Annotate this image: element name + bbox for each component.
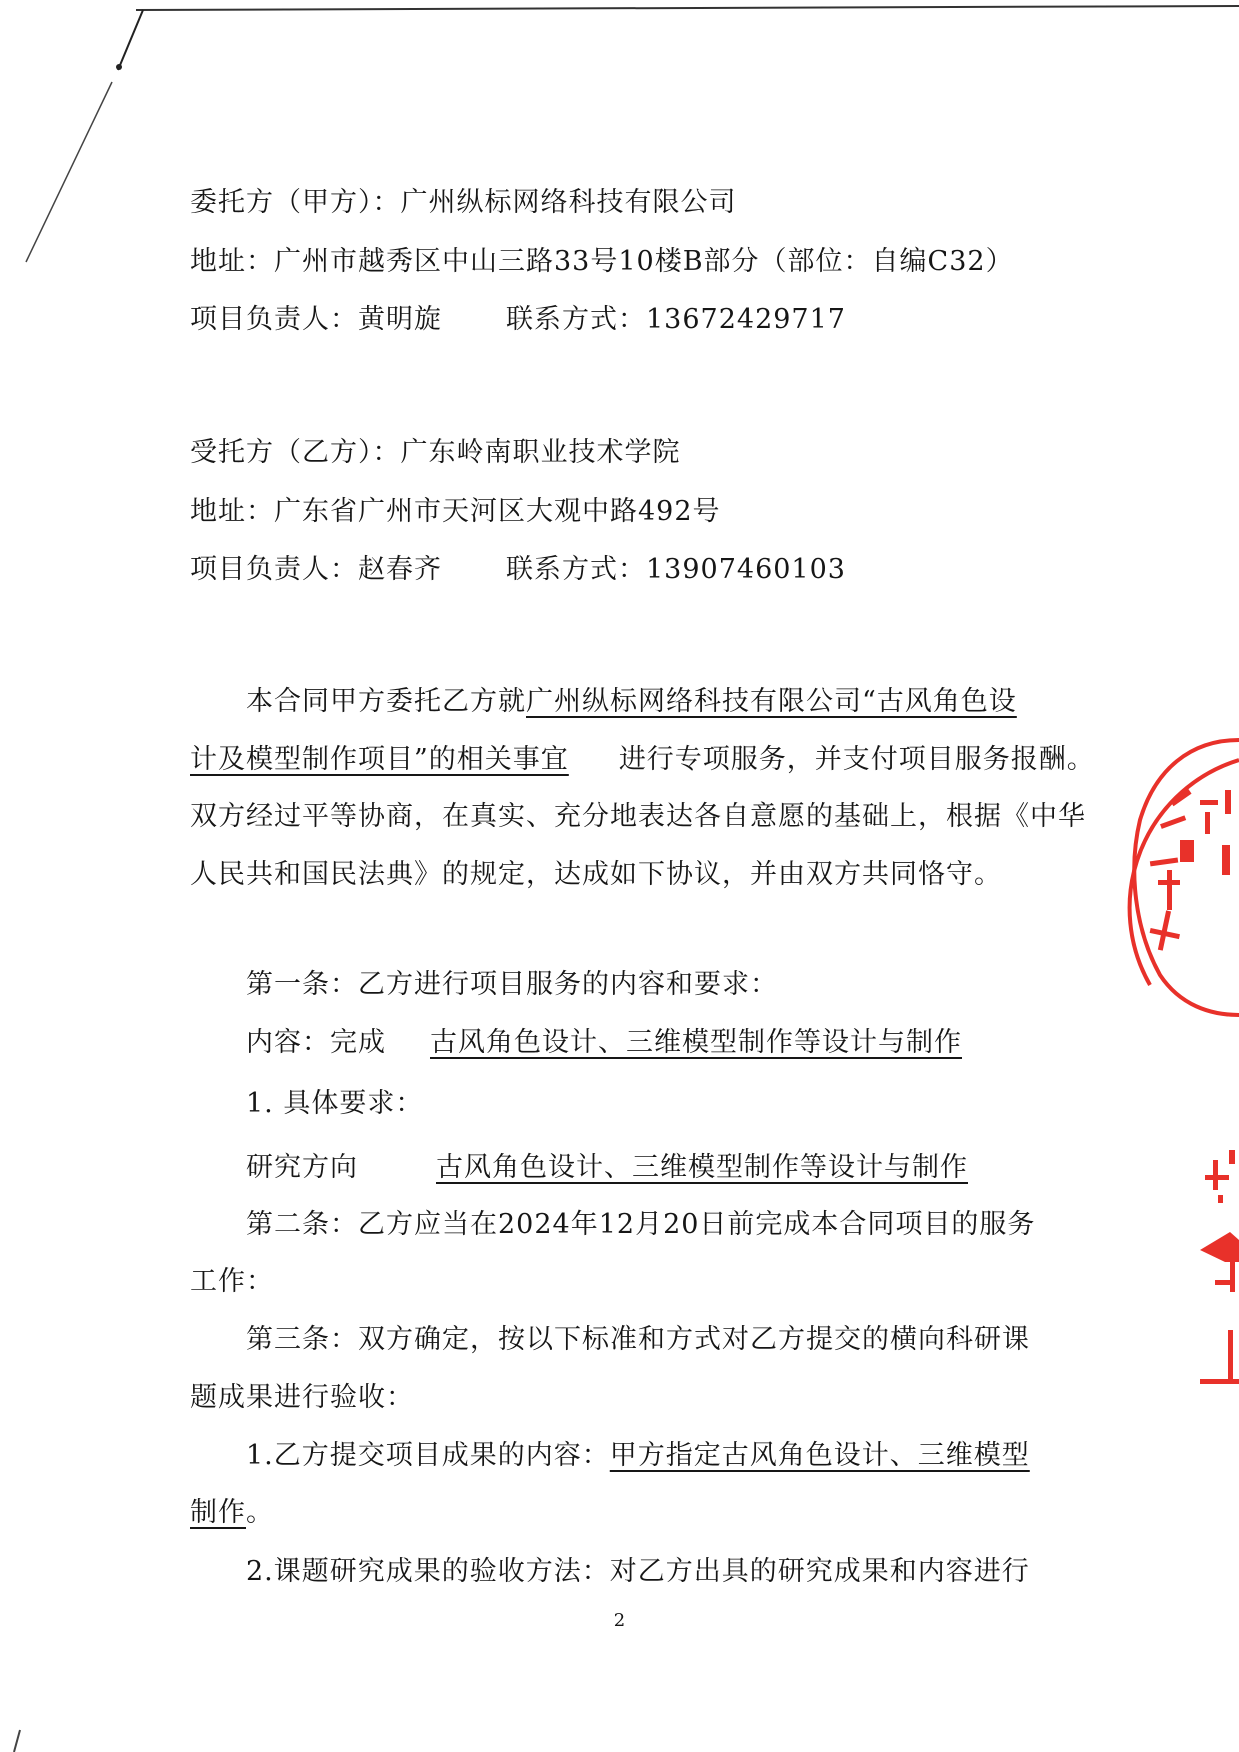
- preamble-suffix: 进行专项服务，并支付项目服务报酬。: [618, 744, 1095, 775]
- party-b-address: 地址：广东省广州市天河区大观中路492号: [190, 496, 721, 527]
- preamble-prefix: 本合同甲方委托乙方就: [246, 686, 526, 717]
- party-b-phone: 联系方式：13907460103: [506, 554, 846, 585]
- party-b-manager: 项目负责人：赵春齐: [190, 554, 442, 585]
- preamble-line-4: 人民共和国民法典》的规定，达成如下协议，并由双方共同恪守。: [190, 859, 1002, 890]
- preamble-project-b: 计及模型制作项目”的相关事宜: [190, 744, 569, 775]
- article-3-line-2: 题成果进行验收：: [190, 1382, 414, 1413]
- direction-value: 古风角色设计、三维模型制作等设计与制作: [436, 1152, 968, 1183]
- item-1-value-cont: 制作: [190, 1497, 246, 1528]
- item-1-end: 。: [246, 1497, 274, 1528]
- article-3-item-2: 2.课题研究成果的验收方法：对乙方出具的研究成果和内容进行: [246, 1556, 1030, 1587]
- rectangular-seal-fragment: [1200, 1150, 1239, 1384]
- party-a-title: 委托方（甲方）：广州纵标网络科技有限公司: [190, 187, 737, 218]
- item-1-label: 1.乙方提交项目成果的内容：: [246, 1440, 610, 1471]
- content-label: 内容：完成: [246, 1027, 386, 1058]
- preamble-line-3: 双方经过平等协商，在真实、充分地表达各自意愿的基础上，根据《中华: [190, 801, 1086, 832]
- content-value: 古风角色设计、三维模型制作等设计与制作: [430, 1027, 962, 1058]
- article-2-line-2: 工作：: [190, 1266, 274, 1297]
- party-a-phone: 联系方式：13672429717: [506, 304, 846, 335]
- party-a-address: 地址：广州市越秀区中山三路33号10楼B部分（部位：自编C32）: [190, 246, 1014, 277]
- article-1-requirements: 1. 具体要求：: [246, 1088, 424, 1119]
- direction-label: 研究方向: [246, 1152, 358, 1183]
- page-number: 2: [613, 1610, 626, 1631]
- party-a-manager: 项目负责人：黄明旋: [190, 304, 442, 335]
- preamble-project-a: 广州纵标网络科技有限公司“古风角色设: [526, 686, 1017, 717]
- round-seal-arc: [1130, 740, 1239, 1015]
- item-1-value: 甲方指定古风角色设计、三维模型: [609, 1440, 1030, 1471]
- article-2-line-1: 第二条：乙方应当在2024年12月20日前完成本合同项目的服务: [246, 1209, 1036, 1240]
- article-1-title: 第一条：乙方进行项目服务的内容和要求：: [246, 969, 778, 1000]
- article-3-line-1: 第三条：双方确定，按以下标准和方式对乙方提交的横向科研课: [246, 1324, 1030, 1355]
- party-b-title: 受托方（乙方）：广东岭南职业技术学院: [190, 437, 681, 468]
